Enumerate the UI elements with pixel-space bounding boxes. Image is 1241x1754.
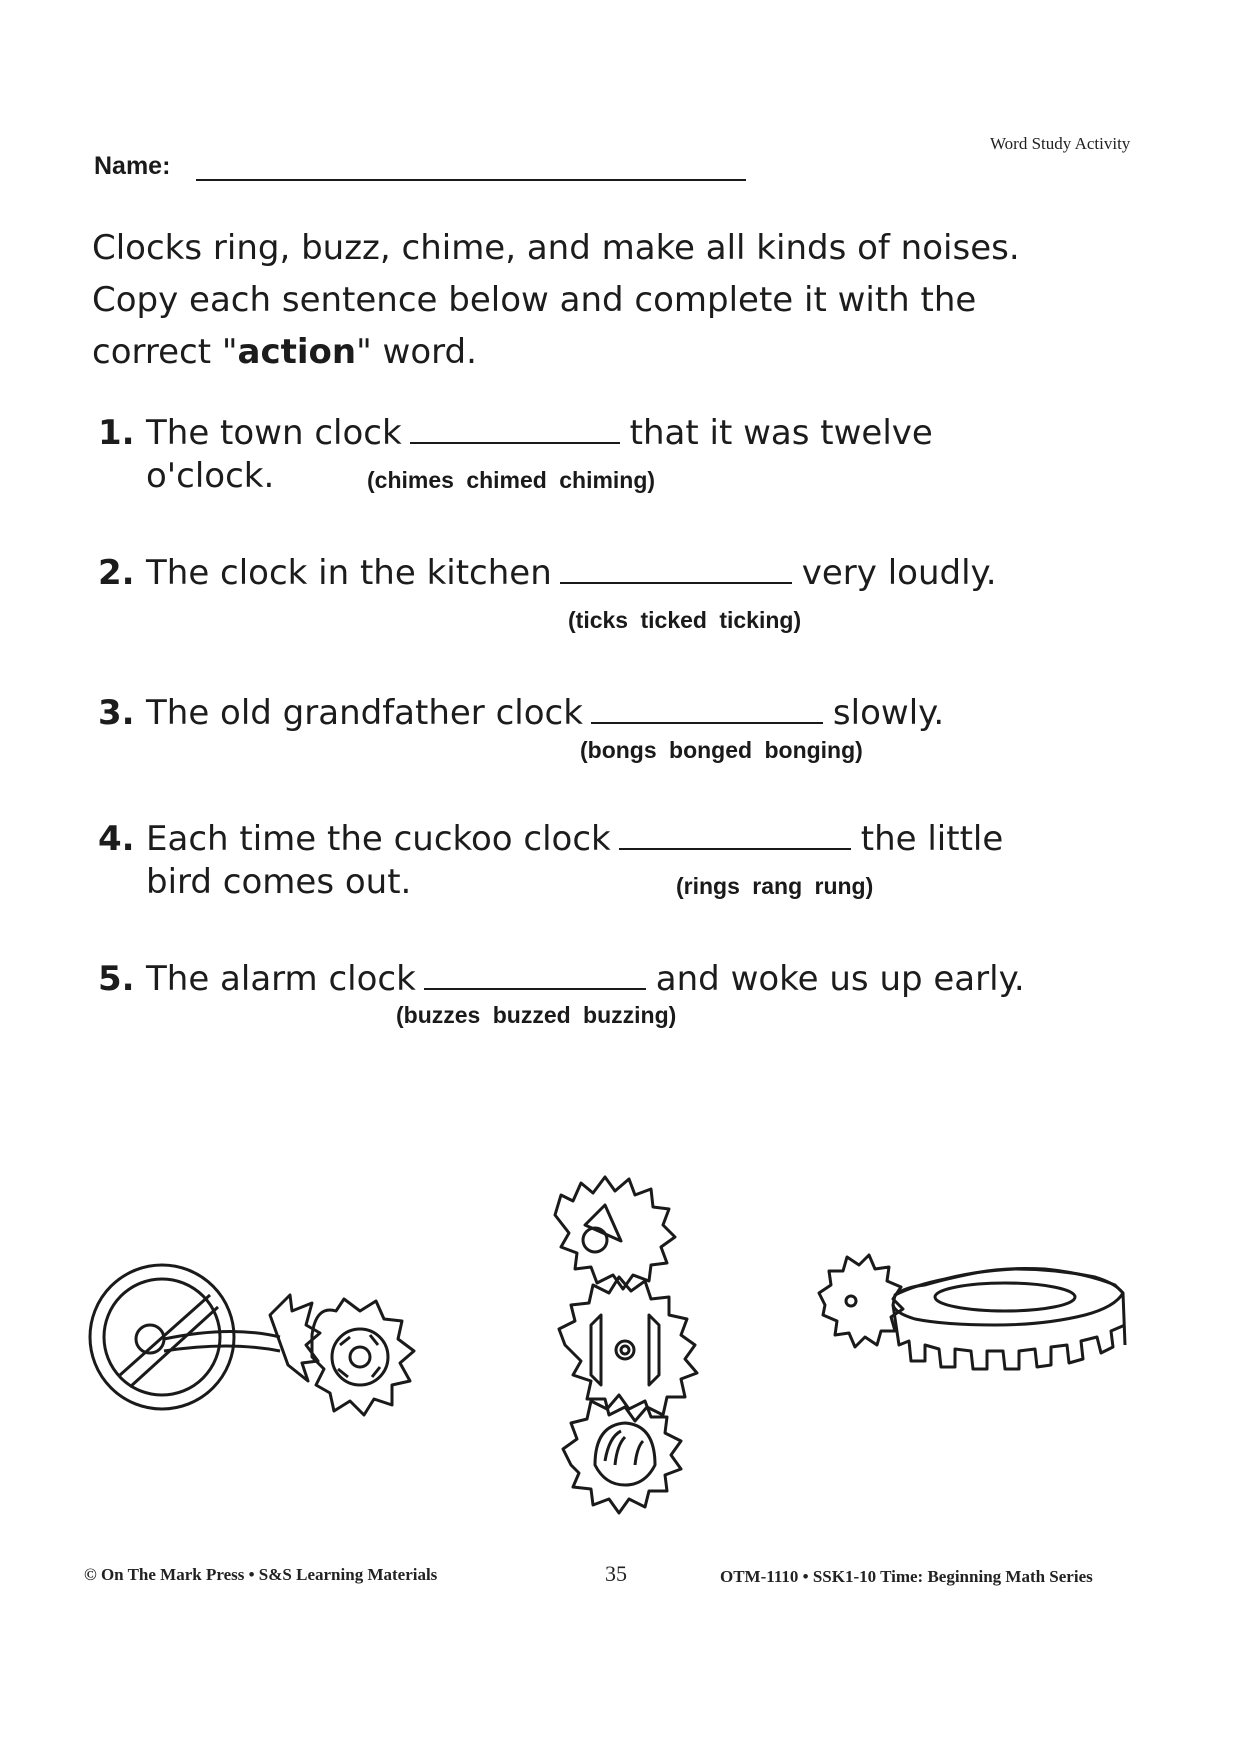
question-5: 5. The alarm clock and woke us up early. (98, 959, 1025, 999)
footer-copyright: © On The Mark Press • S&S Learning Materials (84, 1565, 438, 1584)
name-answer-line[interactable] (196, 179, 746, 181)
crown-gear-icon (805, 1245, 1145, 1385)
page-number: 35 (605, 1561, 627, 1586)
question-1: 1. The town clock that it was twelve (98, 413, 933, 453)
question-4: 4. Each time the cuckoo clock the little (98, 819, 1004, 859)
word-options-3: (bongs bonged bonging) (580, 737, 863, 763)
escapement-gear-icon (80, 1255, 420, 1435)
word-options-2: (ticks ticked ticking) (568, 607, 802, 633)
word-options-1: (chimes chimed chiming) (367, 467, 656, 493)
question-1-continuation: o'clock. (146, 456, 275, 496)
answer-blank-4[interactable] (619, 818, 851, 850)
answer-blank-5[interactable] (424, 958, 646, 990)
footer-series: OTM-1110 • SSK1-10 Time: Beginning Math Series (720, 1567, 1093, 1586)
instructions: Clocks ring, buzz, chime, and make all kinds of noises. Copy each sentence below and complete it with the correct "action" word. (92, 228, 1020, 372)
word-options-5: (buzzes buzzed buzzing) (396, 1002, 677, 1028)
word-options-4: (rings rang rung) (676, 873, 874, 899)
stacked-gears-icon (525, 1165, 725, 1525)
question-2: 2. The clock in the kitchen very loudly. (98, 553, 997, 593)
name-label: Name: (94, 152, 171, 180)
question-3: 3. The old grandfather clock slowly. (98, 693, 945, 733)
answer-blank-3[interactable] (591, 692, 823, 724)
activity-label: Word Study Activity (990, 134, 1131, 153)
answer-blank-2[interactable] (560, 552, 792, 584)
question-4-continuation: bird comes out. (146, 862, 412, 902)
answer-blank-1[interactable] (410, 412, 620, 444)
